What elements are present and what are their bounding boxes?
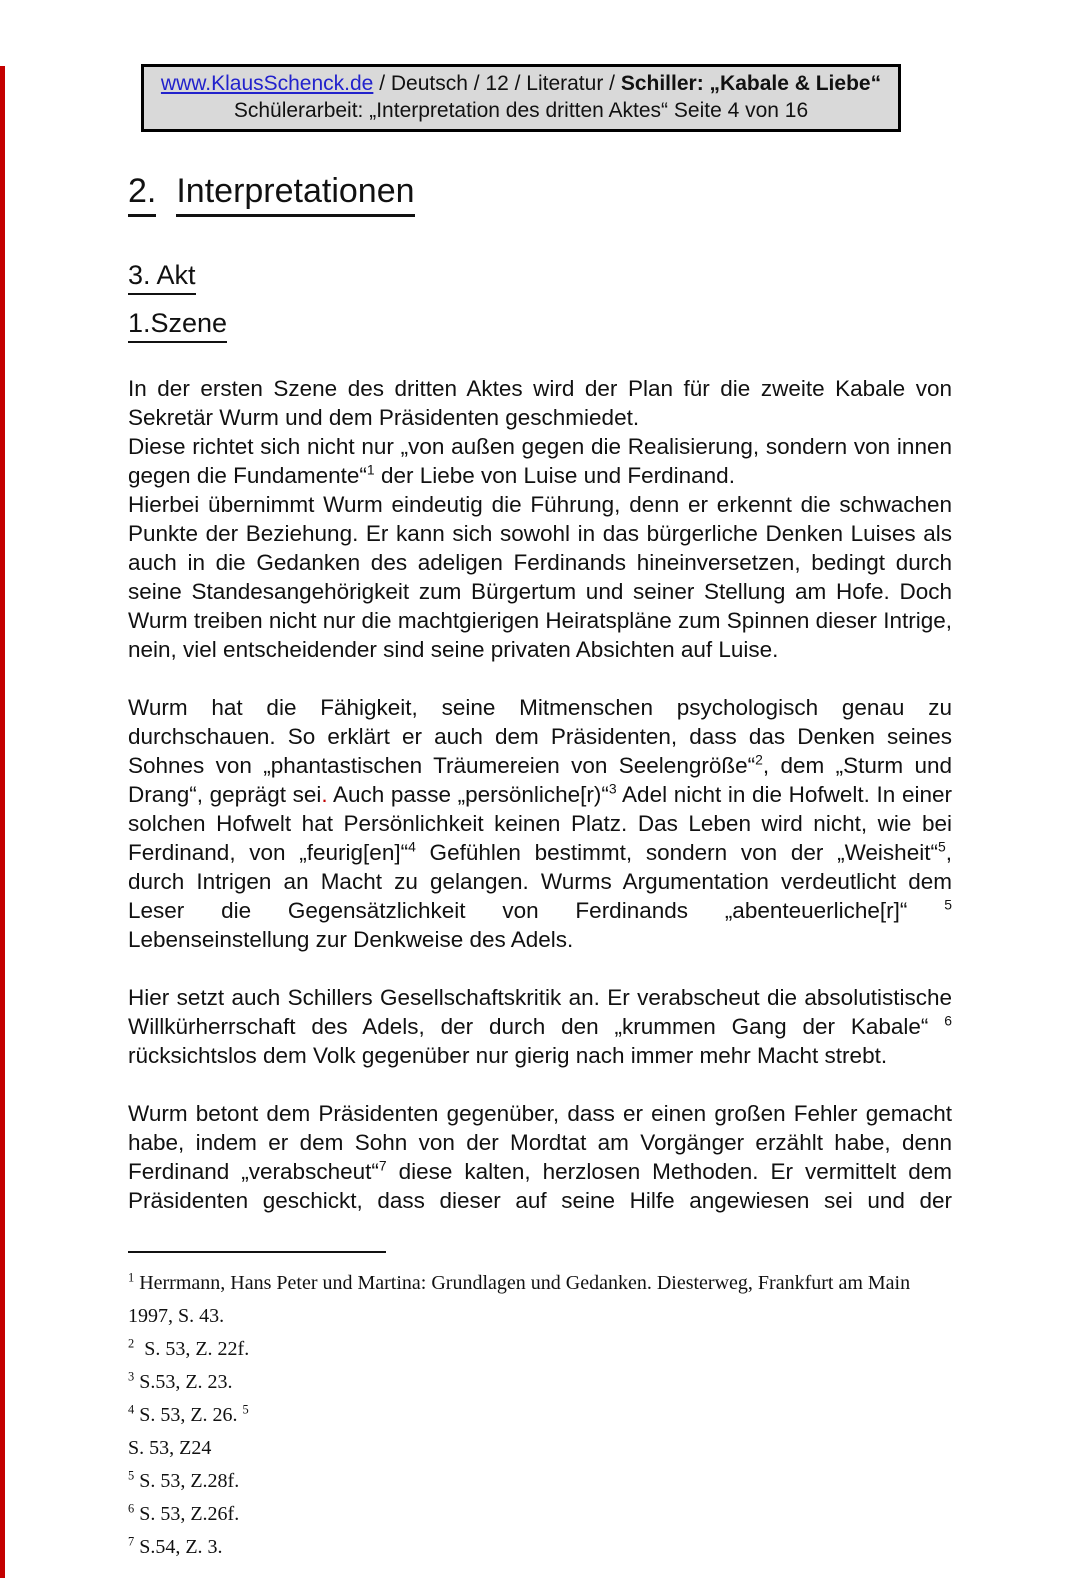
heading-akt (128, 259, 952, 291)
heading-number: 2. (128, 172, 156, 217)
text-run: Lebenseinstellung zur Denkweise des Adels. (128, 926, 574, 952)
body-paragraph (128, 983, 952, 1070)
header-box (141, 64, 901, 132)
body-paragraph (128, 374, 952, 432)
body-paragraph (128, 693, 952, 954)
text-run: diese kalten, herzlosen Methoden. Er vermittelt dem Präsidenten geschickt, dass dieser auf seine Hilfe angewiesen sei und der (128, 1158, 952, 1213)
body-paragraph (128, 1099, 952, 1215)
footnote-ref: 5 (937, 838, 946, 855)
text-run: S. 53, Z. 22f. (134, 1337, 250, 1360)
text-run: rücksichtslos dem Volk gegenüber nur gierig nach immer mehr Macht strebt. (128, 1042, 888, 1068)
text-run: In der ersten Szene des dritten Aktes wird der Plan für die zweite Kabale von Sekretär Wurm und dem Präsidenten geschmiedet. (128, 375, 952, 430)
heading-akt-label: 3. Akt (128, 260, 196, 295)
footnote-ref: 4 (128, 1402, 135, 1417)
text-run: Hier setzt auch Schillers Gesellschaftskritik an. Er verabscheut die absolutistische Willkürherrschaft des Adels, der durch den „krummen Gang der Kabale“ (128, 984, 952, 1039)
page-content (128, 64, 952, 1564)
footnote-ref: 5 (944, 896, 952, 913)
footnote (128, 1531, 952, 1564)
footnote-ref: 4 (408, 838, 416, 855)
header-url-link[interactable]: www.KlausSchenck.de (160, 72, 374, 95)
footnote-ref: 2 (128, 1336, 135, 1351)
text-run: Herrmann, Hans Peter und Martina: Grundlagen und Gedanken. Diesterweg, Frankfurt am Main 1997, S. 43. (128, 1271, 911, 1327)
heading-szene-label: 1.Szene (128, 308, 227, 343)
text-run: Hierbei übernimmt Wurm eindeutig die Führung, denn er erkennt die schwachen Punkte der Beziehung. Er kann sich sowohl in das bürgerliche Denken Luises als auch in die Gedanken des adeligen Ferdinands hineinversetzen, bedingt durch seine Standesangehörigkeit zum Bürgertum und seiner Stellung am Hofe. Doch Wurm treiben nicht nur die machtgierigen Heiratspläne zum Spinnen dieser Intrige, nein, viel entscheidender sind seine privaten Absichten auf Luise. (128, 491, 952, 662)
header-line-1 (144, 70, 898, 97)
footnote (128, 1498, 952, 1531)
footnote-ref: 1 (128, 1270, 135, 1285)
text-run: Wurm betont dem Präsidenten gegenüber, dass er einen großen Fehler gemacht habe, indem er dem Sohn von der Mordtat am Vorgänger erzählt habe, denn Ferdinand „verabscheut“ (128, 1100, 952, 1184)
text-run: Diese richtet sich nicht nur „von außen gegen die Realisierung, sondern von innen gegen die Fundamente“ (128, 433, 952, 488)
footnotes (128, 1267, 952, 1564)
text-run: Adel nicht in die Hofwelt. In einer solchen Hofwelt hat Persönlichkeit keinen Platz. Das Leben wird nicht, wie bei Ferdinand, von „feurig[en]“ (128, 781, 952, 865)
text-run: S. 53, Z.26f. (134, 1502, 240, 1525)
text-run: Gefühlen bestimmt, sondern von der „Weisheit“ (415, 839, 938, 865)
body-text (128, 374, 952, 1215)
text-run: . (321, 781, 328, 807)
text-run: , dem „Sturm und Drang“, geprägt sei (128, 752, 952, 807)
text-run: , durch Intrigen an Macht zu gelangen. Wurms Argumentation verdeutlicht dem Leser die Gegensätzlichkeit von Ferdinands „abenteuerliche[r]“ (128, 839, 952, 923)
header-title-bold: Schiller: „Kabale & Liebe“ (620, 72, 882, 95)
document-page (0, 64, 1080, 1592)
footnote-ref: 7 (378, 1157, 387, 1174)
text-run: der Liebe von Luise und Ferdinand. (374, 462, 735, 488)
text-run: S.54, Z. 3. (134, 1535, 223, 1558)
footnote (128, 1399, 952, 1432)
text-run: S.53, Z. 23. (134, 1370, 233, 1393)
footnote-ref: 3 (608, 780, 617, 797)
footnote (128, 1366, 952, 1399)
heading-szene (128, 307, 952, 339)
text-run: Wurm hat die Fähigkeit, seine Mitmenschen psychologisch genau zu durchschauen. So erklärt er auch dem Präsidenten, dass das Denken seines Sohnes von „phantastischen Träumereien von Seelengröße“ (128, 694, 952, 778)
footnote-ref: 5 (128, 1468, 135, 1483)
footnote (128, 1267, 952, 1333)
footnote (128, 1333, 952, 1366)
text-run: S. 53, Z24 (128, 1436, 212, 1459)
left-edge-line (0, 66, 5, 1578)
footnote-ref: 6 (128, 1501, 135, 1516)
footnote-ref: 3 (128, 1369, 135, 1384)
body-paragraph (128, 490, 952, 664)
text-run: Auch passe „persönliche[r)“ (327, 781, 609, 807)
footnote-ref: 5 (242, 1402, 249, 1417)
footnote-ref: 7 (128, 1534, 135, 1549)
header-line-2: Schülerarbeit: „Interpretation des dritten Aktes“ Seite 4 von 16 (233, 99, 809, 122)
footnote (128, 1465, 952, 1498)
heading-interpretationen (128, 172, 952, 211)
text-run: S. 53, Z.28f. (134, 1469, 240, 1492)
footnote-separator (128, 1251, 386, 1253)
footnote-ref: 2 (755, 751, 763, 768)
footnote-ref: 6 (944, 1012, 952, 1029)
footnote (128, 1432, 952, 1465)
footnote-ref: 1 (366, 461, 375, 478)
body-paragraph (128, 432, 952, 490)
heading-title: Interpretationen (176, 172, 414, 217)
header-breadcrumb: / Deutsch / 12 / Literatur / (373, 72, 621, 95)
text-run: S. 53, Z. 26. (134, 1403, 243, 1426)
